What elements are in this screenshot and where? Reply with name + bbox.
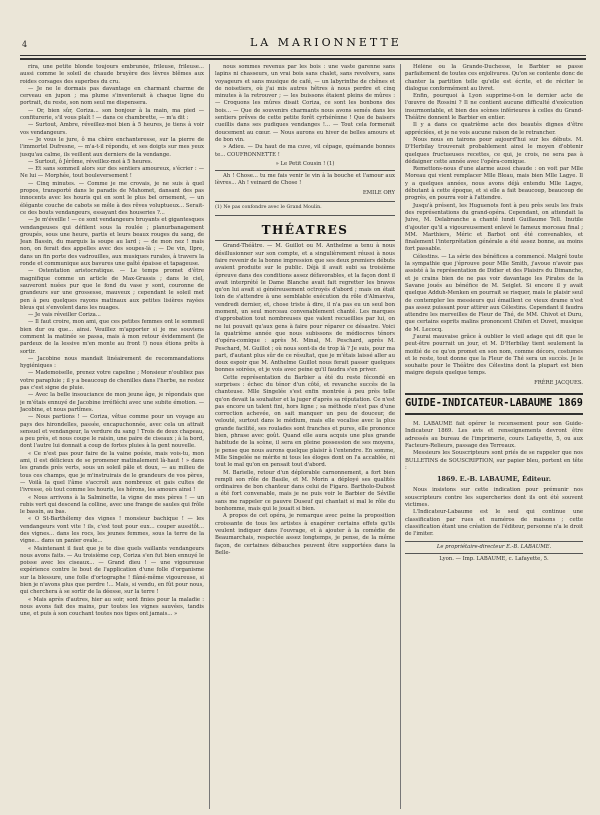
paragraph: « O St-Barthélemy des vignes ! monsieur bachique ! — les vendangeurs vont vite ! ils, c'est tout pour eux... couper aussitôt... des vignes... dans les rocs, les jeunes femmes, sous la terre de la vigne... dans un panier ovale... (20, 516, 204, 545)
paragraph: — Je m'éveille ! — ce sont vendangeurs bruyants et gigantesques vendangeuses qui défilent sous la roulée ; planurbanagement groupés, sous une heure, partis et leurs beaux rouges du sang, de Jean Bassin, du marquis la soupe au lard ; — de mon nez ! mais non, on ferait des appelles avec des soupes-là ; — De vin, Ilpre, dans un fin porte des vadrouilles, aux musiques rurales, à travers la ronde et communique aux bavures une gaîté épaisse et tapageuse. (20, 217, 204, 268)
paragraph: — Cinq minutes. — Comme je me crovais, je ne suis à quel propos, transporté dans le paradis de Mahomet, dansant des pas innocents avec les houris qui en sont le plus bel ornement, — un élégante couche de cabots se mêle à des rêves voluptueux... Serait-ce des bouts vendangeurs, essayant des houseries ?... (20, 180, 204, 216)
paragraph: Jusqu'à présent, les Huguenots font à peu près seuls les frais des représentations du grand-opéra. Cependant, on attendait la Juive, M. Delabranche a chanté lundi Guillaume Tell. Inutile d'ajouter qu'il a vigoureusement enlevé le fameux morceau final ; MM. Marthiers, Méric et Barbot ont été convenables, et finalement l'interprétation générale a été assez bonne, au moins fort passable. (405, 202, 583, 253)
paragraph: — Je vous le jure, ô ma chère enchanteresse, sur la pierre de l'immortel Dufresne, — m'a-t-il répondu, et ses doigts sur mes yeux jusqu'au calme, ils veillent aux derniers de la vendange. (20, 136, 204, 158)
column-divider (400, 64, 401, 809)
paragraph: Ah ! Chose... tu me fais venir le vin à la bouche et l'amour aux lèvres... Ah ! veinard de Chose ! (215, 173, 395, 187)
paragraph: — Nous partions ! — Coriza, vêtue comme pour un voyage au pays des hirondelles, passée, encapuchonnée, avec cela un attrait sensuel et vendangeur, la verdure du sang ! Trois de deux chapeau, a peu près, et nous coupe le raisin, une paire de ciseaux ; à la bord, dont l'autre lui donnait a coup de fortes pluies à la gent nouvelle. (20, 414, 204, 450)
divider (405, 553, 583, 554)
page-number: 4 (22, 40, 29, 49)
divider (215, 201, 395, 202)
header-rule (20, 55, 586, 56)
paragraph: M. Barielle, retour d'un déplorable carnonnement, a fort bien rempli son rôle de Basile, et M. Morin a déployé ses qualités ordinaires de bon chanteur dans celui de Figaro. Bartholo-Dubost a été fort convenable, mais je ne puis voir le Barbier de Séville sans me rappeler ce pauvre Duseuf qui chantait si mal le rôle du bonhomme, mais qui le jouait si bien. (215, 469, 395, 513)
paragraph: Messieurs les Souscripteurs sont priés de se rappeler que nos BULLETINS de SOUSCRIPTION, sur papier bleu, portent en tête : (405, 450, 583, 471)
paragraph: J'aurai mauvaise grâce à oublier le vieil adage qui dit que le peut-être pourrait un jour, et M. D'Herbilay tient seulement la moitié de ce qu'on promet en son nom, comme décors, costumes et le reste, tout donne que la Fleur de Thé sera un succès. Je le souhaite pour le Théâtre des Célestins dont la plupart est bien maigre depuis quelque temps. (405, 333, 583, 377)
paragraph: — Surtout, Ambre, réveillez-moi bien à 5 heures, je tiens à voir vos vendangeurs. (20, 122, 204, 136)
paragraph: — Surtout, ô Jérôme, réveillez-moi à 5 heures. (28, 158, 153, 165)
column-3 (405, 64, 583, 809)
page-header (0, 0, 600, 62)
divider (215, 240, 395, 241)
paragraph: — Je ne le dormais pas davantage en charmant charme de cerveau en jupon ; ma plume s'inventerait à chaque ligne du portrait, du reste, son nom seul me dispensera. (20, 85, 204, 107)
signature-line: » Le Petit Cousin ! (1) (275, 160, 335, 167)
paragraph: — Et sans sommeil alors sur des sentiers amoureux, s'écrier : — Ne lui — Morphée, tout bouleversement ! (20, 166, 204, 180)
paragraph: « Maintenant il faut que je te dise quels vaillants vendangeurs nous avons faits. — Au troisième cep, Coriza s'en fut bien ennuyé le poisse avec les ciseaux... — Grand dieu ! — une vigoureuse expérience contre le bout de l'application d'une folle d'organisme sur la blessure, une folle d'ortographe ! flâné-même vigoureuse, si bien je n'avons plus que perdre !... Mais, si vendu, en fût pour nous, qui cherchera à se sortir de la déesse, sur la terre ! (20, 545, 204, 596)
paragraph: « Nous arrivons à la Salminette, la vigne de mes pères ! — un rubis vert qui descend la colline, avec une frange de saules qui frôle le bassin, au bas. (20, 494, 204, 516)
paragraph: Cette représentation du Barbier a été du reste fécondé en surprises : échec du ténor d'un côté, et revanche succès de la chanteuse. Mlle Singelée s'est enfin montrée à peu près telle qu'on devait la souhaiter et la juger d'après sa réputation. Ce n'est pas encore un talent fini, hors ligne ; sa méthode n'est pas d'une correction achevée, on sait manquer un peu de douceur, de velouté, surtout dans le médium, mais elle vocalise avec la plus grande facilité, ses roulades sont franches et pures, elle prononce bien, phrase avec goût. Quand elle aura acquis une plus grande habitude de la scène, il sera en pleine possession de ses moyens, je pense que nous aurons quelque plaisir à l'entendre. En somme, Mlle Singelée ne mérite ni tous les éloges dont on l'a accablée, ni tout le mal qu'on en pensait tout d'abord. (215, 374, 395, 469)
paragraph: Hélène ou la Grande-Duchesse, le Barbier se passe parfaitement de toutes ces enjolivures. Qu'on se contente donc de chanter la partition telle qu'elle est écrite, et de réciter le dialogue conformément au livret. (405, 64, 583, 92)
header-rule-thick (20, 58, 586, 60)
paragraph: Célestins. — La série des bénéfices a commencé. Malgré toute la sympathie que j'éprouve pour Mlle Smith, j'avoue n'avoir pas assisté à la représentation de Didier et des Plaisirs du Dimanche, et je crains bien de ne pas voir davantage les Pirates de la Savane joués au bénéfice de M. Seiglet. Si encore il y avait quelque Adduh-Menken en pourrait se risquer, mais le plaisir seul de contempler les messieurs qui émaillent ce vieux drame n'est pas assez puissant pour attirer aux Célestins. Cependant il faudra attendre les merveilles de Fleur de Thé, de MM. Chivot et Duru, que certains esprits malins prononcent Chifen et Duvet, musique de M. Lecocq. (405, 253, 583, 333)
masthead: LA MARIONNETTE (250, 36, 402, 49)
guide-header-box (405, 393, 583, 415)
paragraph: — Ostentation aristocratique. — Le temps promet d'être magnifique comme un article de Max-Grassis ; dans le ciel, sauveront nuées pur que le fond du vase y sont, couronne de grandeurs sur une grossesse, mauveux ; cependant le soleil met pen à peu quelques rayons matinaux aux petites lisières rayées bleus qui s'envolent dans les nuages. (20, 268, 204, 311)
printer-line: Lyon. — Imp. LABAUME, c. Lafayette, 5. (439, 555, 549, 562)
divider (215, 215, 395, 216)
footnote: (1) Ne pas confondre avec le Grand Moulin. (215, 205, 322, 211)
paragraph: A propos de cet opéra, je remarque avec peine la proposition croissante de tous les artistes à exagérer certains effets qu'ils veulent indiquer dans l'ouvrage, et à ajouter à la comédie de Beaumarchais, respectée assez longtemps, je pense, de la même façon, de certaines débauches peuvent être supportées dans la Belle- (215, 513, 395, 556)
paragraph: « Mais après d'autres, hier au soir, sont finies pour la maladie : nous avons fait des mains, pur toutes les vignes sauvées, tandis une, et puis à son couchant toutes nos tiges ont jamais... » (20, 596, 204, 618)
paragraph: Remettons-nous d'une alarme aussi chaude : on voit par Mlle Moreau qui vient remplacer Mlle Bleau, mais bien Mlle Lagye. Il y a quelques années, nous avons déjà entendu Mlle Lagye, débutant à cette époque, et si elle a fait beaucoup, beaucoup de progrès, en pourra voir à l'attendre. (405, 166, 583, 202)
paragraph: — Or, bien sûr, Coriza... son bonjour à la main, ma pied — confiturerie, s'il vous plaît ! — dans ce chambrette, — m'a dit : (20, 107, 204, 122)
guide-title: GUIDE-INDICATEUR-LABAUME 1869 (405, 398, 583, 410)
divider (215, 170, 395, 171)
paragraph: Nous nous en tairons pour aujourd'hui sur les débuts. M. D'Herbilay trouverait probablement ainsi le moyen d'obtenir quelques fructueuses recettes, ce qui, je crois, ne sera pas à dédaigner cette année avec l'opéra-comique. (405, 136, 583, 165)
paragraph: nous sommes revenus par les bois : une vaste garenne sans lapins ni chasseurs, un vrai bois sans chalet, sans revolvers, sans voyageurs et sans musique de café, — un labyrinthe de chênes et de noisetiers, où j'ai mis autres hêtres à nous perdre et cinq minutes à la retrouver ; — les buissons étaient pleins de mûres : — Croquons les mûres disait Coriza, ce sont les bonbons des bois... — Que de souvenirs charmants nous avons semés dans les sentiers prêves de cette petite forêt cyrhérénne ! Que de baisers cueillis dans ses pudiques vendanges !... — Tout cela formerait doucement au cœur. — Nous aurons eu hiver de belles amours et de bon vin. (215, 64, 395, 143)
author-signature: FRÈRE JACQUES. (534, 379, 583, 386)
paragraph: — Je vais réveiller Coriza... (28, 312, 101, 319)
paragraph: « Ce n'est pas pour faire de la vaine poésie, mais vois-tu, mon ami, il est délicieux de se promener matinalement là-haut ! » dans les grands prés verts, sous un soleil pâle et doux, — au milieu de tous ces champs, que je m'instruirais de le grandeurs de vos pères, — Voilà la quel l'âme s'accroît aux nombreux et gais cultes de l'ivresse, où tout comme les houris, les hérons, les amours ainsi ! (20, 450, 204, 494)
divider (405, 541, 583, 542)
column-2 (215, 64, 395, 809)
paragraph: Il y a dans ce quatrième acte des beautés dignes d'être appréciées, et je ne vois aucune raison de le retrancher. (405, 122, 583, 136)
author-signature: EMILE ORY (362, 189, 395, 196)
paragraph: Grand-Théâtre. — M. Guillot ou M. Anthelme a tenu à nous désillusionner sur son compte, et a singulièrement réussi à nous faire revenir de la bonne impression que ses deux premiers débuts avaient produite sur le public. Déjà il avait subi sa troisième épreuve dans des conditions assez défavorables, et la façon dont il avait interprété le Dame Blanche avait fait regretter les bravos qu'on lui avait si généreusement octroyés d'abord ; mais on était loin de s'attendre à une semblable exécution du rôle d'Almaviva, vendredi dernier, et, chose triste à dire, il n'a pas eu un seul bon moment, un seul morceau convenablement chanté. Les marques d'approbation tout nombreuses que valent recueillies par lui, on ne lui pouvait qu'aux gens à faire pour réparer ce désastre. Voici la quatrième année que nous subissons de médiocres ténors d'opéra-comique : après M. Minal, M. Peschard, après M. Peschard, M. Guillot ; où nous sont-ils de trop là ? Je suis, pour ma part, d'autant plus sûr de ce résultat, que je m'étais laissé aller au doux espoir que M. Anthelme Guillot nous ferait passer quelques bonnes soirées, et je vois avec peine qu'il faudra s'en priver. (215, 243, 395, 374)
paragraph: — Jacobine nous mandait linéairement de recommandations hygiéniques : (20, 355, 204, 370)
paragraph: M. LABAUME fait opérer le recensement pour son Guide-Indicateur 1869. Les avis et renseignements devront être adressés au bureau de l'imprimerie, cours Lafayette, 5, ou aux Facteurs-Relieurs, passage des Terreaux. (405, 421, 583, 449)
paragraph: rira, une petite blonde toujours embrunée, frileuse, frileuse... aussi comme le soleil de chaude bruyère des lèvres blêmes aux roides corsages des superbes du cru. (20, 64, 204, 85)
paragraph: — Avec la belle insouciance de mon jeune âge, je répondais que je m'étais ennuyé de Jacobine irréfléchi avec une subite émotion. — Jacobine, et nous partîmes. (20, 392, 204, 413)
paragraph: — Il faut croire, mon ami, que ces petites femmes ont le sommeil bien dur ou que... ainsi. Veuillez m'apporter si je me souviens comment la matinée se passa, mais à mon retour évidemment (le pardeux de la lessive m'en monte au front !) nous étions prêts à sortir. (20, 319, 204, 355)
paragraph: Enfin, pourquoi à Lyon supprime-t-on le dernier acte de l'œuvre de Rossini ? Il ne contient aucune difficulté d'exécution insurmontable, et bien des scènes inférieures à celles du Grand-Théâtre donnent le Barbier en entier. (405, 93, 583, 122)
paragraph: L'Indicateur-Labaume est le seul qui continue une classification par rues et numéros de maisons ; cette classification étant une création de l'éditeur, personne n'a le droit de l'imiter. (405, 509, 583, 538)
column-divider (209, 64, 210, 809)
section-title-theatres: THÉATRES (261, 223, 349, 238)
column-1 (20, 64, 204, 809)
proprietor-line: Le propriétaire-directeur E.-B. LABAUME. (436, 543, 552, 550)
paragraph: Nous insistons sur cette indication pour prémunir nos souscripteurs contre les supercheries dont ils ont été souvent victimes. (405, 487, 583, 509)
paragraph: » Adieu. — Du haut de ma cuve, vil cépage, quémande bonnes te... COUFRONNETTE ! (215, 144, 395, 158)
paragraph: — Mademoiselle, prenez votre capeline ; Monsieur n'oubliez pas votre parapluie ; il y a beaucoup de chenilles dans l'herbe, ne restez pas c'est signe de pluie. (20, 370, 204, 392)
editor-line: 1869. E.-B. LABAUME, Éditeur. (437, 475, 551, 484)
